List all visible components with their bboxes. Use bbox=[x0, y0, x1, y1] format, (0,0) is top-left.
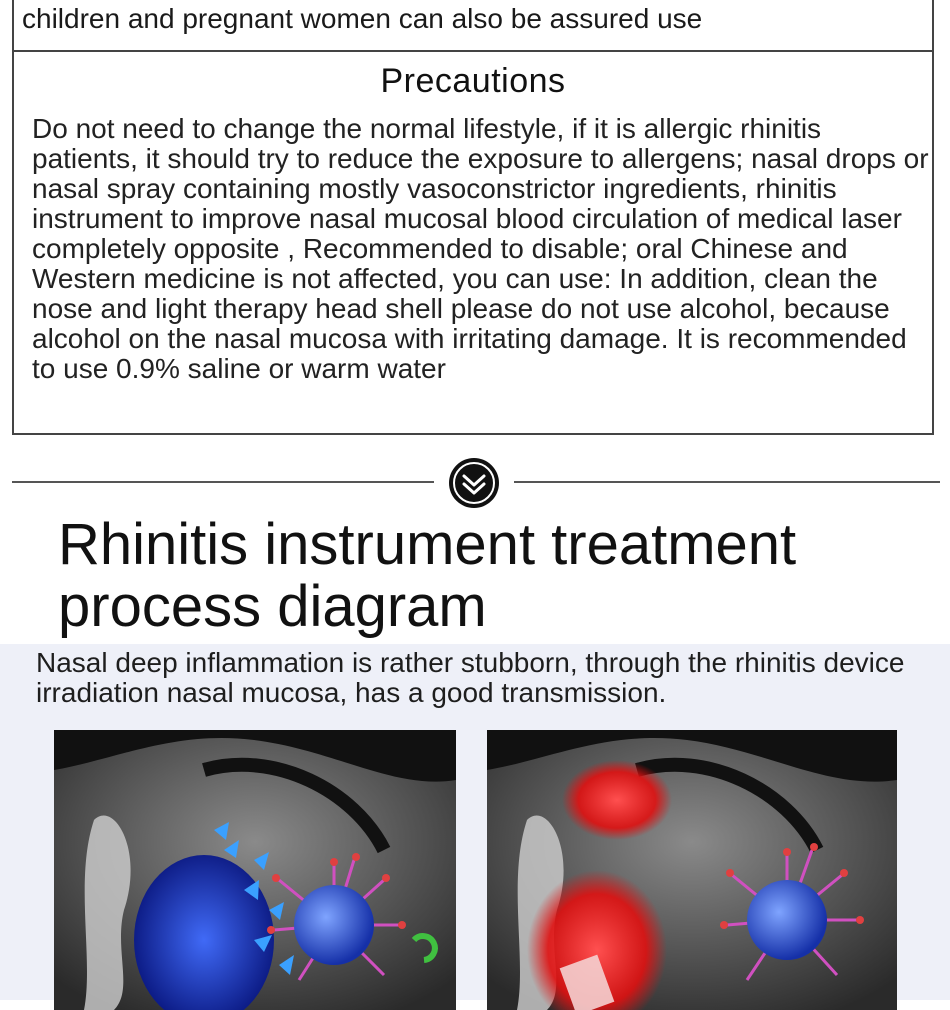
diagram-description: Nasal deep inflammation is rather stubborn, through the rhinitis device irradiation nasal mucosa, has a good transmission. bbox=[36, 647, 905, 708]
precautions-title: Precautions bbox=[380, 62, 566, 100]
double-chevron-down-icon bbox=[447, 456, 501, 510]
diagram-title: Rhinitis instrument treatment process diagram bbox=[58, 512, 797, 639]
diagram-panel bbox=[0, 644, 950, 1000]
after-treatment-image bbox=[487, 730, 897, 1010]
precautions-body: Do not need to change the normal lifestyle, if it is allergic rhinitis patients, it should try to reduce the exposure to allergens; nasal drops or nasal spray containing mostly vasoconstrictor ingredients, rhinitis instrument to improve nasal mucosal blood circulation of medical laser completely opposite , Recommended to disable; oral Chinese and Western medicine is not affected, you can use: In addition, clean the nose and light therapy head shell please do not use alcohol, because alcohol on the nasal mucosa with irritating damage. It is recommended to use 0.9% saline or warm water bbox=[32, 113, 929, 384]
precautions-box bbox=[12, 50, 934, 435]
divider-right bbox=[514, 481, 940, 483]
divider-left bbox=[12, 481, 434, 483]
intro-box bbox=[12, 0, 934, 52]
intro-text: children and pregnant women can also be assured use bbox=[22, 3, 703, 34]
before-treatment-image bbox=[54, 730, 456, 1010]
